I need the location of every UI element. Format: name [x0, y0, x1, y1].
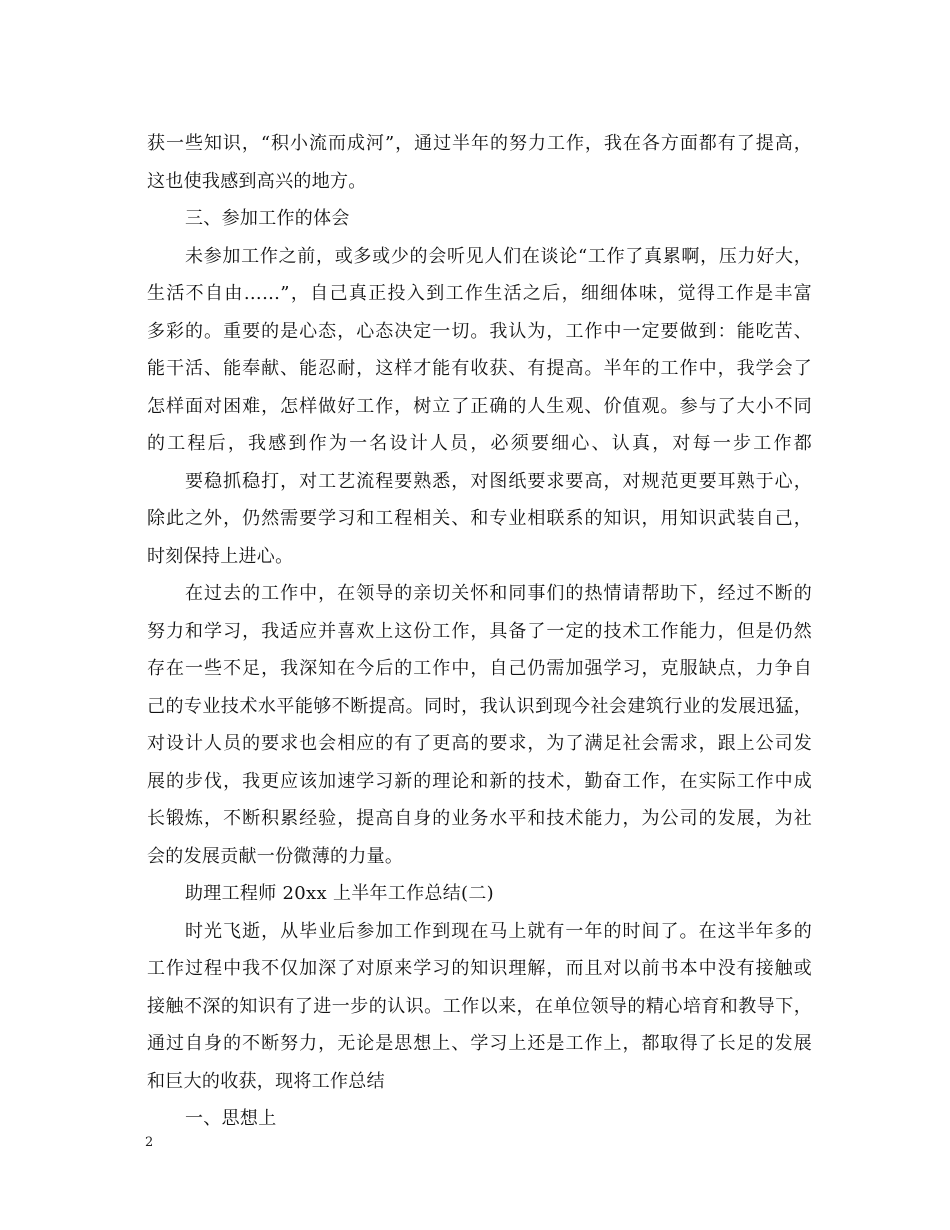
text-line: 努力和学习，我适应并喜欢上这份工作，具备了一定的技术工作能力，但是仍然 — [147, 620, 812, 642]
text-line: 时光飞逝，从毕业后参加工作到现在马上就有一年的时间了。在这半年多的 — [185, 920, 812, 942]
text-line: 多彩的。重要的是心态，心态决定一切。我认为，工作中一定要做到：能吃苦、 — [147, 320, 812, 342]
text-line: 未参加工作之前，或多或少的会听见人们在谈论“工作了真累啊，压力好大， — [185, 245, 812, 267]
text-line: 对设计人员的要求也会相应的有了更高的要求，为了满足社会需求，跟上公司发 — [147, 733, 812, 754]
text-line: 工作过程中我不仅加深了对原来学习的知识理解，而且对以前书本中没有接触或 — [147, 958, 812, 979]
text-line: 助理工程师 20xx 上半年工作总结(二) — [185, 883, 494, 904]
text-line: 长锻炼，不断积累经验，提高自身的业务水平和技术能力，为公司的发展，为社 — [147, 808, 812, 829]
text-line: 展的步伐，我更应该加速学习新的理论和新的技术，勤奋工作，在实际工作中成 — [147, 770, 812, 792]
text-line: 在过去的工作中，在领导的亲切关怀和同事们的热情请帮助下，经过不断的 — [185, 583, 812, 604]
text-line: 己的专业技术水平能够不断提高。同时，我认识到现今社会建筑行业的发展迅猛， — [147, 695, 812, 717]
text-line: 的工程后，我感到作为一名设计人员，必须要细心、认真，对每一步工作都 — [147, 433, 812, 454]
text-line: 接触不深的知识有了进一步的认识。工作以来，在单位领导的精心培育和教导下， — [147, 995, 812, 1017]
text-line: 时刻保持上进心。 — [147, 545, 294, 567]
text-line: 三、参加工作的体会 — [185, 208, 350, 229]
text-line: 会的发展贡献一份微薄的力量。 — [147, 845, 404, 867]
text-line: 要稳抓稳打，对工艺流程要熟悉，对图纸要求要高，对规范更要耳熟于心， — [185, 470, 812, 492]
page-number: 2 — [145, 1135, 154, 1150]
text-line: 这也使我感到高兴的地方。 — [147, 170, 367, 192]
text-line: 获一些知识，“积小流而成河”，通过半年的努力工作，我在各方面都有了提高， — [147, 133, 812, 154]
text-line: 能干活、能奉献、能忍耐，这样才能有收获、有提高。半年的工作中，我学会了 — [147, 358, 812, 379]
text-line: 和巨大的收获，现将工作总结 — [147, 1070, 385, 1092]
text-line: 通过自身的不断努力，无论是思想上、学习上还是工作上，都取得了长足的发展 — [147, 1033, 812, 1054]
text-line: 存在一些不足，我深知在今后的工作中，自己仍需加强学习，克服缺点，力争自 — [147, 658, 812, 679]
document-body — [147, 125, 812, 1138]
text-line: 生活不自由……”，自己真正投入到工作生活之后，细细体味，觉得工作是丰富 — [147, 283, 812, 304]
text-line: 除此之外，仍然需要学习和工程相关、和专业相联系的知识，用知识武装自己， — [147, 508, 812, 529]
text-line: 一、思想上 — [185, 1108, 277, 1129]
text-line: 怎样面对困难，怎样做好工作，树立了正确的人生观、价值观。参与了大小不同 — [147, 395, 812, 417]
